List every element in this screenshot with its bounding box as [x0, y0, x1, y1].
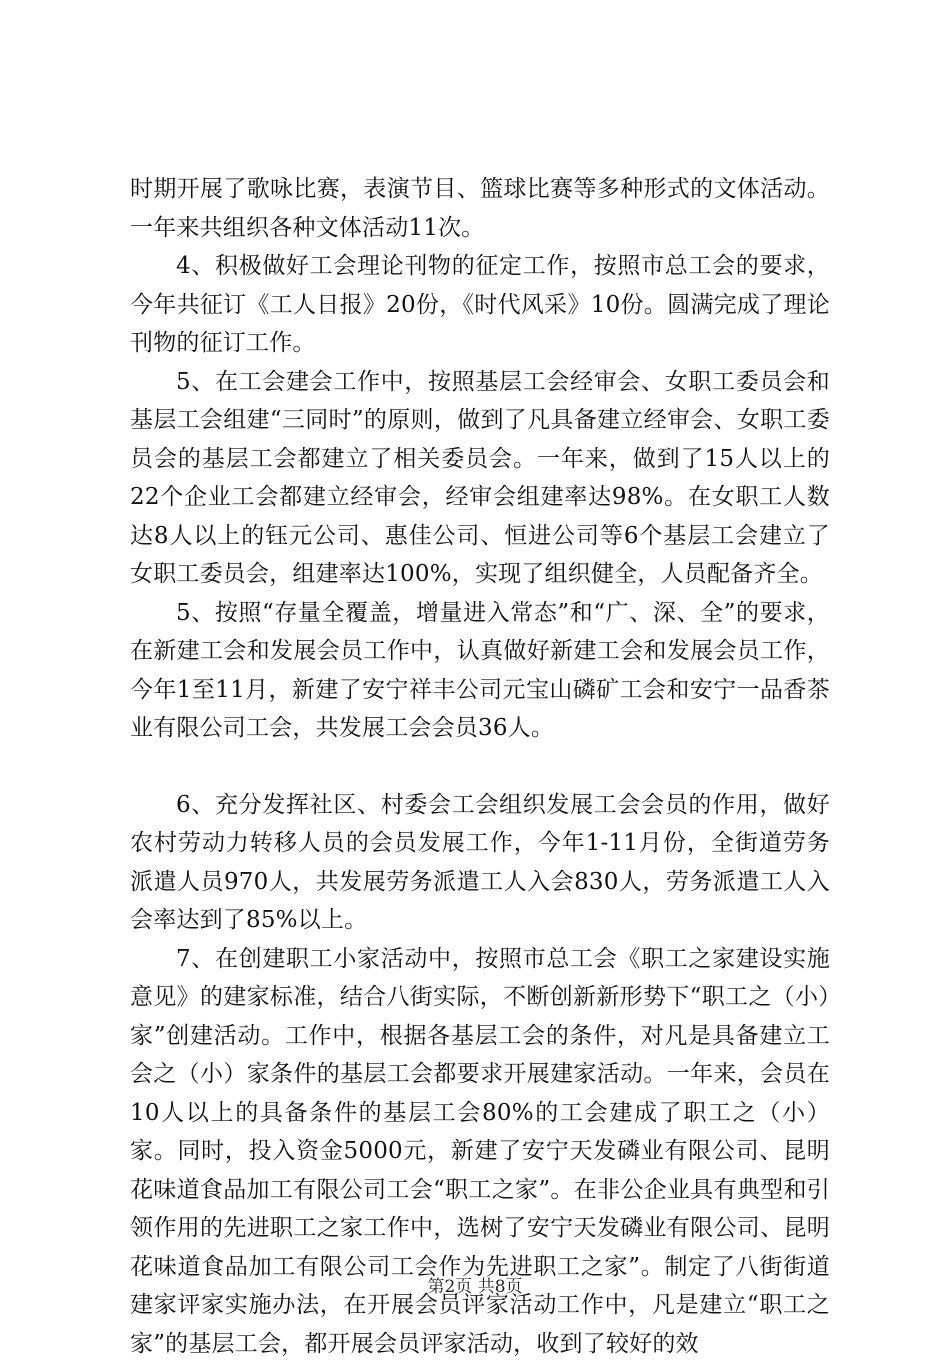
document-body: [130, 170, 830, 1363]
paragraph-union-committees: 5、在工会建会工作中，按照基层工会经审会、女职工委员会和基层工会组建“三同时”的原则，做到了凡具备建立经审会、女职工委员会的基层工会都建立了相关委员会。一年来，做到了15人以上的22个企业工会都建立经审会，经审会组建率达98%。在女职工人数达8人以上的钰元公司、惠佳公司、恒进公司等6个基层工会建立了女职工委员会，组建率达100%，实现了组织健全，人员配备齐全。: [130, 363, 830, 594]
paragraph-labor-dispatch: 6、充分发挥社区、村委会工会组织发展工会会员的作用，做好农村劳动力转移人员的会员发展工作，今年1-11月份，全街道劳务派遣人员970人，共发展劳务派遣工人入会830人，劳务派遣工人入会率达到了85%以上。: [130, 786, 830, 940]
paragraph-new-unions-members: 5、按照“存量全覆盖，增量进入常态”和“广、深、全”的要求，在新建工会和发展会员工作中，认真做好新建工会和发展会员工作，今年1至11月，新建了安宁祥丰公司元宝山磷矿工会和安宁一品香茶业有限公司工会，共发展工会会员36人。: [130, 594, 830, 748]
page-number-footer: 第2页 共8页: [0, 1276, 950, 1298]
paragraph-cultural-activities: 时期开展了歌咏比赛，表演节目、篮球比赛等多种形式的文体活动。一年来共组织各种文体活动11次。: [130, 170, 830, 247]
paragraph-workers-home: 7、在创建职工小家活动中，按照市总工会《职工之家建设实施意见》的建家标准，结合八街实际，不断创新新形势下“职工之（小）家”创建活动。工作中，根据各基层工会的条件，对凡是具备建立工会之（小）家条件的基层工会都要求开展建家活动。一年来，会员在10人以上的具备条件的基层工会80%的工会建成了职工之（小）家。同时，投入资金5000元，新建了安宁天发磷业有限公司、昆明花味道食品加工有限公司工会“职工之家”。在非公企业具有典型和引领作用的先进职工之家工作中，选树了安宁天发磷业有限公司、昆明花味道食品加工有限公司工会作为先进职工之家”。制定了八街街道建家评家实施办法，在开展会员评家活动工作中，凡是建立“职工之家”的基层工会，都开展会员评家活动，收到了较好的效: [130, 940, 830, 1363]
paragraph-journal-subscription: 4、积极做好工会理论刊物的征定工作，按照市总工会的要求，今年共征订《工人日报》20份，《时代风采》10份。圆满完成了理论刊物的征订工作。: [130, 247, 830, 363]
